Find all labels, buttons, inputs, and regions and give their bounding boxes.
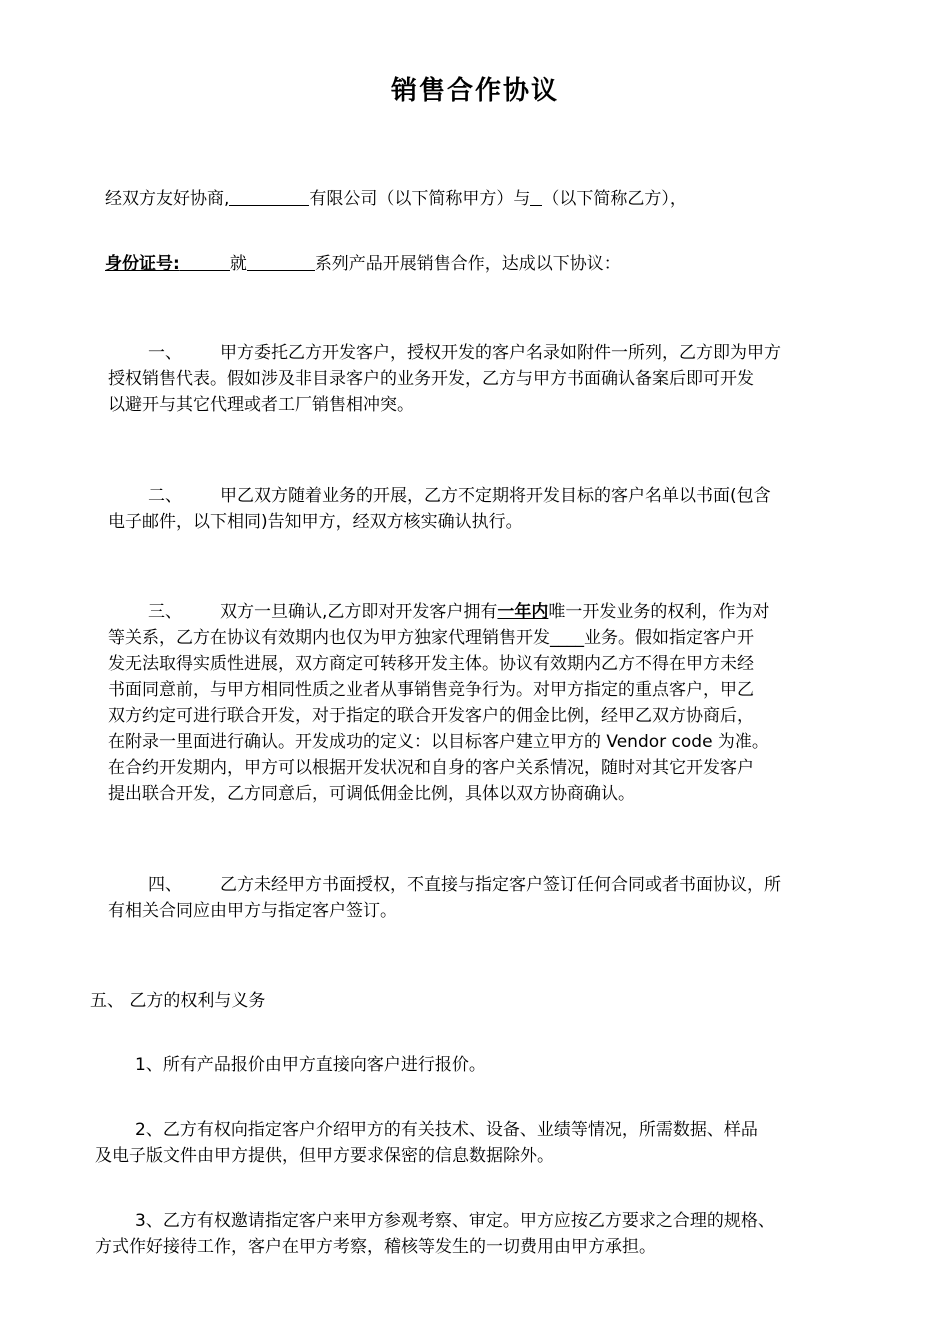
intro-text-a: 经双方友好协商, (105, 189, 230, 209)
clause-1 (108, 340, 908, 418)
clause-number: 一、 (148, 343, 182, 363)
intro-text-c: （以下简称乙方）， (542, 189, 687, 209)
id-number-label: 身份证号: (105, 254, 180, 274)
clause-text: 以避开与其它代理或者工厂销售相冲突。 (108, 395, 414, 415)
company-name-blank (229, 187, 309, 206)
item-text: 2、乙方有权向指定客户介绍甲方的有关技术、设备、业绩等情况，所需数据、样品 (135, 1120, 758, 1140)
item-text: 3、乙方有权邀请指定客户来甲方参观考察、审定。甲方应按乙方要求之合理的规格、 (135, 1211, 775, 1231)
clause-text: 双方约定可进行联合开发，对于指定的联合开发客户的佣金比例，经甲乙双方协商后， (108, 706, 754, 726)
section-5-item-1: 1、所有产品报价由甲方直接向客户进行报价。 (135, 1055, 486, 1075)
clause-3 (108, 599, 908, 807)
clause-number: 二、 (148, 486, 182, 506)
intro-line-2 (105, 251, 621, 277)
item-text: 方式作好接待工作，客户在甲方考察，稽核等发生的一切费用由甲方承担。 (95, 1237, 656, 1257)
clause-text: 等关系，乙方在协议有效期内也仅为甲方独家代理销售开发____业务。假如指定客户开 (108, 628, 754, 648)
clause-text: 提出联合开发，乙方同意后，可调低佣金比例，具体以双方协商确认。 (108, 784, 635, 804)
section-5-item-3 (95, 1208, 895, 1260)
intro-text-d: 就 (229, 254, 247, 274)
clause-text: 唯一开发业务的权利，作为对 (548, 602, 770, 622)
clause-text: 电子邮件，以下相同)告知甲方，经双方核实确认执行。 (108, 512, 523, 532)
emphasis-text: 一年内 (497, 602, 549, 622)
id-number-blank (180, 252, 230, 271)
clause-text: 在合约开发期内，甲方可以根据开发状况和自身的客户关系情况，随时对其它开发客户 (108, 758, 754, 778)
clause-text: 发无法取得实质性进展，双方商定可转移开发主体。协议有效期内乙方不得在甲方未经 (108, 654, 754, 674)
section-5-heading: 五、 乙方的权利与义务 (90, 991, 266, 1011)
clause-text: 乙方未经甲方书面授权，不直接与指定客户签订任何合同或者书面协议，所 (220, 875, 781, 895)
clause-text: 双方一旦确认,乙方即对开发客户拥有 (220, 602, 498, 622)
section-5-item-2 (95, 1117, 895, 1169)
clause-4 (108, 872, 908, 924)
intro-text-e: 系列产品开展销售合作，达成以下协议： (314, 254, 621, 274)
clause-number: 四、 (148, 875, 182, 895)
clause-text: 授权销售代表。假如涉及非目录客户的业务开发，乙方与甲方书面确认备案后即可开发 (108, 369, 754, 389)
clause-text: 甲乙双方随着业务的开展，乙方不定期将开发目标的客户名单以书面(包含 (220, 486, 771, 506)
clause-text: 书面同意前，与甲方相同性质之业者从事销售竞争行为。对甲方指定的重点客户，甲乙 (108, 680, 754, 700)
document-title: 销售合作协议 (390, 76, 559, 106)
clause-text: 有相关合同应由甲方与指定客户签订。 (108, 901, 397, 921)
intro-line-1 (105, 186, 687, 212)
intro-text-b: 有限公司（以下简称甲方）与 (309, 189, 531, 209)
clause-text: 在附录一里面进行确认。开发成功的定义：以目标客户建立甲方的 Vendor code 为准。 (108, 732, 769, 752)
clause-2 (108, 483, 908, 535)
clause-text: 甲方委托乙方开发客户，授权开发的客户名录如附件一所列，乙方即为甲方 (220, 343, 781, 363)
product-series-blank (247, 252, 315, 271)
party-b-blank (530, 187, 542, 206)
item-text: 及电子版文件由甲方提供，但甲方要求保密的信息数据除外。 (95, 1146, 554, 1166)
clause-number: 三、 (148, 602, 182, 622)
